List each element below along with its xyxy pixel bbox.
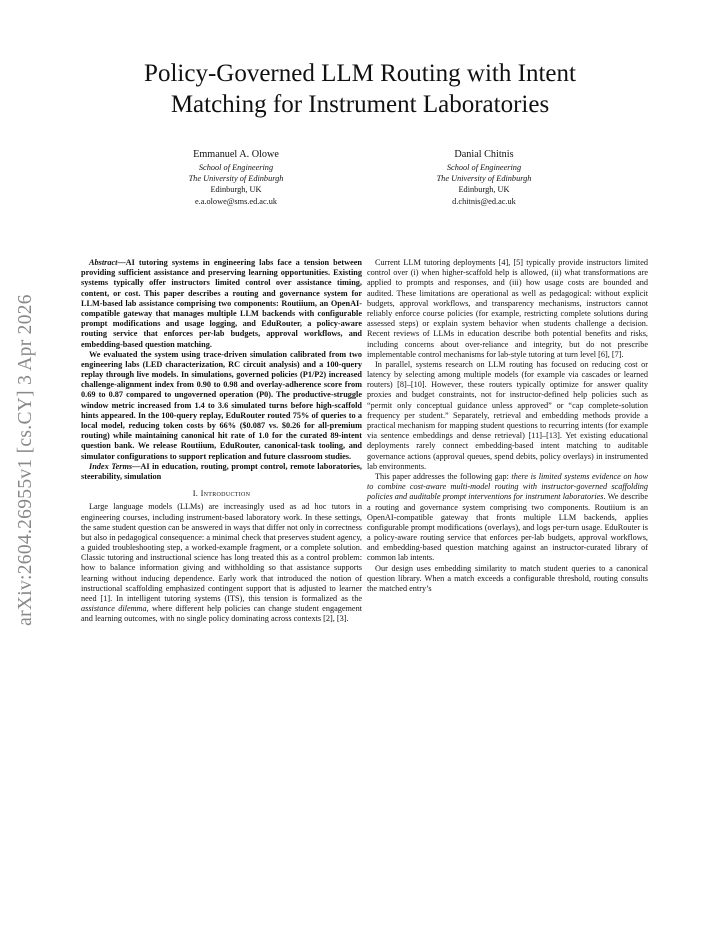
right-column <box>367 258 648 594</box>
author-city: Edinburgh, UK <box>210 185 262 195</box>
abstract <box>81 258 362 482</box>
paper-title <box>60 58 660 120</box>
body-paragraph: Our design uses embedding similarity to match student queries to a canonical question library. When a match exceeds a configurable threshold, routing consults the matched entry’s <box>367 563 648 593</box>
author-block-2 <box>374 148 594 207</box>
index-terms: Index Terms—AI in education, routing, prompt control, remote laboratories, steerability, simulation <box>81 461 362 481</box>
author-name: Danial Chitnis <box>454 149 514 160</box>
author-university: The University of Edinburgh <box>188 174 284 184</box>
left-column <box>81 258 362 625</box>
abstract-label: Abstract <box>89 258 118 267</box>
author-department: School of Engineering <box>198 163 274 172</box>
body-paragraph: This paper addresses the following gap: there is limited systems evidence on how to combine cost-aware multi-model routing with instructor-governed scaffolding policies and auditable prompt interventions for instrument laboratories. We describe a routing and governance system comprising two components. Routiium is an OpenAI-compatible gateway that fronts multiple LLM backends, applies configurable prompt modifications (overlays), and logs per-turn usage. EduRouter is a policy-aware routing service that enforces per-lab budgets, approval workflows, and embedding-based question matching against an instructor-curated library of common lab intents. <box>367 471 648 563</box>
author-department: School of Engineering <box>446 163 522 172</box>
author-block-1 <box>126 148 346 207</box>
section-heading-introduction: I. Introduction <box>192 489 251 499</box>
body-paragraph: Current LLM tutoring deployments [4], [5] typically provide instructors limited control over (i) when higher-scaffold help is allowed, (ii) what transformations are applied to prompts and responses, and (iii) how usage costs are bounded and audited. These limitations are operational as well as pedagogical: without explicit budgets, approval workflows, and transparency mechanisms, instructors cannot reliably enforce course policies (for example, restricting complete solutions during assessed steps) or explain system behavior when students challenge a decision. Recent reviews of LLMs in education describe both potential benefits and risks, including concerns about over-reliance and integrity, but do not prescribe implementable control mechanisms for lab-style tutoring at turn level [6], [7]. <box>367 258 648 359</box>
abstract-paragraph-1: Abstract—AI tutoring systems in engineering labs face a tension between providing sufficient assistance and preserving learning opportunities. Existing systems typically offer instructors limited control over assistance timing, content, or cost. This paper describes a routing and governance system for LLM-based lab assistance comprising two components: Routiium, an OpenAI-compatible gateway that manages multiple LLM backends with configurable prompt modifications and usage logging, and EduRouter, a policy-aware routing service that enforces per-lab budgets, approval workflows, and embedding-based question matching. <box>81 258 362 349</box>
author-city: Edinburgh, UK <box>458 185 510 195</box>
title-line-2: Matching for Instrument Laboratories <box>170 91 550 118</box>
index-terms-label: Index Terms <box>89 461 133 471</box>
abstract-paragraph-2: We evaluated the system using trace-driven simulation calibrated from two engineering labs (LED characterization, RC circuit analysis) and a 100-query replay through live models. In simulations, governed policies (P1/P2) increased challenge-alignment index from 0.90 to 0.98 and overlay-adherence score from 0.69 to 0.87 compared to ungoverned operation (P0). The productive-struggle window metric increased from 1.4 to 3.6 simulated turns before high-scaffold hints appeared. In the 100-query replay, EduRouter routed 75% of queries to a local model, reducing token costs by 66% ($0.087 vs. $0.26 for all-premium routing) while maintaining canonical hit rate of 1.0 for the curated 89-intent question bank. We release Routiium, EduRouter, canonical-task tooling, and simulator configurations to support replication and future classroom studies. <box>81 349 362 461</box>
author-email[interactable]: e.a.olowe@sms.ed.ac.uk <box>194 196 278 206</box>
title-line-1: Policy-Governed LLM Routing with Intent <box>144 60 576 87</box>
author-university: The University of Edinburgh <box>436 174 532 184</box>
author-name: Emmanuel A. Olowe <box>193 149 279 160</box>
author-email[interactable]: d.chitnis@ed.ac.uk <box>452 196 516 206</box>
intro-paragraph-1: Large language models (LLMs) are increasingly used as ad hoc tutors in engineering courses, including instrument-based laboratory work. In these settings, the same student question can be answered in ways that differ not only in correctness but also in pedagogical consequence: a minimal check that preserves student agency, a guided troubleshooting step, a worked-example fragment, or a complete solution. Classic tutoring and instructional science has long treated this as a control problem: how to balance information giving and withholding so that assistance supports learning without inducing dependence. Early work that introduced the notion of instructional scaffolding emphasized contingent support that is adjusted to learner need [1]. In intelligent tutoring systems (ITS), this tension is formalized as the assistance dilemma, where different help policies can change student engagement and learning outcomes, with no single policy dominating across contexts [2], [3]. <box>81 502 363 624</box>
arxiv-identifier: arXiv:2604.26955v1 [cs.CY] 3 Apr 2026 <box>15 294 36 626</box>
body-paragraph: In parallel, systems research on LLM routing has focused on reducing cost or latency by selecting among multiple models (for example via cascades or learned routers) [8]–[10]. However, these routers typically optimize for answer quality proxies and budget constraints, not for instructor-defined help policies such as “permit only conceptual guidance unless approved” or “cap complete-solution frequency per student.” Separately, retrieval and embedding methods provide a practical mechanism for mapping student questions to recurring intents (for example via sentence embeddings and dense retrieval) [11]–[13]. Yet existing educational deployments rarely connect embedding-based intent matching to auditable governance actions (approval queues, spend debits, policy overlays) in instrumented lab environments. <box>367 359 648 471</box>
